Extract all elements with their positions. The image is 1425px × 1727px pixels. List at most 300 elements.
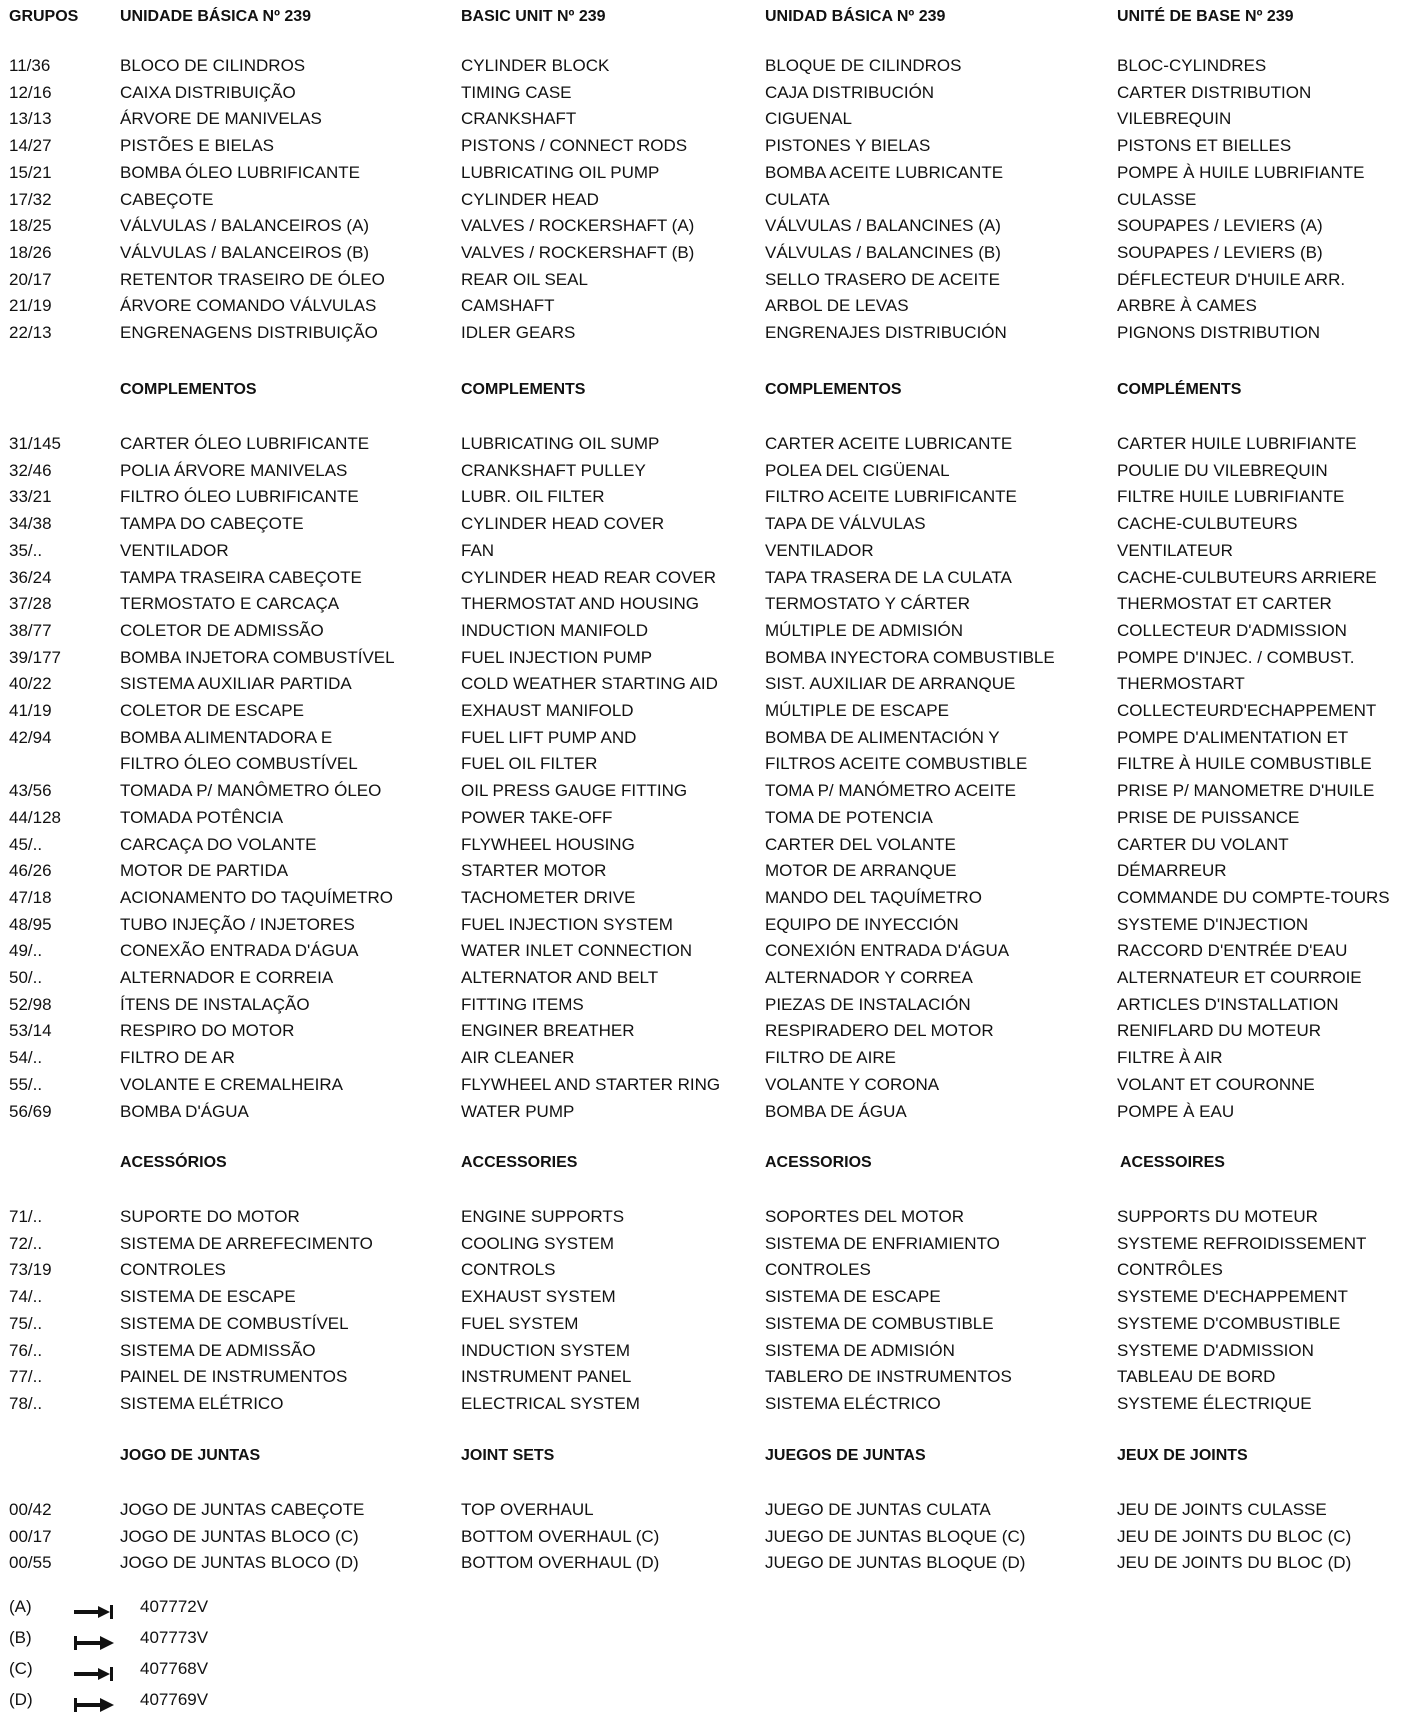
part-name-en: FUEL OIL FILTER — [461, 754, 598, 774]
part-name-es: PISTONES Y BIELAS — [765, 136, 931, 156]
legend-item — [0, 1625, 1425, 1651]
table-row — [0, 53, 1425, 79]
part-name-pt: TERMOSTATO E CARCAÇA — [120, 594, 340, 614]
part-name-fr: CARTER DU VOLANT — [1117, 834, 1289, 854]
part-name-en: ENGINE SUPPORTS — [461, 1207, 625, 1226]
table-row — [0, 484, 1425, 510]
part-code: 00/55 — [9, 1553, 52, 1573]
part-name-en: FUEL INJECTION PUMP — [461, 647, 653, 667]
part-name-es: BLOQUE DE CILINDROS — [765, 56, 962, 75]
part-name-fr: THERMOSTAT ET CARTER — [1117, 594, 1332, 614]
part-name-fr: JEU DE JOINTS CULASSE — [1117, 1500, 1327, 1519]
part-name-es: BOMBA ACEITE LUBRICANTE — [765, 162, 1004, 182]
part-name-pt: FILTRO ÓLEO COMBUSTÍVEL — [120, 754, 358, 774]
table-row — [0, 106, 1425, 132]
table-row — [0, 591, 1425, 617]
part-name-es: JUEGO DE JUNTAS BLOQUE (C) — [765, 1526, 1026, 1546]
part-name-en: POWER TAKE-OFF — [461, 807, 613, 827]
part-code: 12/16 — [9, 82, 52, 102]
part-code: 47/18 — [9, 887, 52, 907]
part-code: 11/36 — [9, 56, 51, 75]
table-row — [0, 805, 1425, 831]
part-name-es: PIEZAS DE INSTALACIÓN — [765, 994, 971, 1014]
table-row — [0, 645, 1425, 671]
complements-header — [0, 377, 1425, 403]
part-code: 46/26 — [9, 861, 52, 881]
part-code: 56/69 — [9, 1101, 52, 1121]
part-name-es: MÚLTIPLE DE ADMISIÓN — [765, 620, 964, 640]
part-name-pt: RESPIRO DO MOTOR — [120, 1021, 295, 1041]
table-row — [0, 187, 1425, 213]
part-code: 39/177 — [9, 647, 61, 667]
part-name-fr: COMMANDE DU COMPTE-TOURS — [1117, 887, 1390, 907]
part-code: 13/13 — [9, 109, 52, 129]
part-name-en: BOTTOM OVERHAUL (D) — [461, 1553, 660, 1573]
accessories-header-pt: ACESSÓRIOS — [120, 1154, 227, 1171]
part-code: 55/.. — [9, 1074, 43, 1094]
part-name-pt: ENGRENAGENS DISTRIBUIÇÃO — [120, 323, 378, 342]
part-code: 52/98 — [9, 994, 52, 1014]
accessories-header-es: ACESSORIOS — [765, 1154, 872, 1171]
table-row — [0, 1364, 1425, 1390]
part-name-pt: JOGO DE JUNTAS BLOCO (C) — [120, 1526, 359, 1546]
part-name-pt: SISTEMA ELÉTRICO — [120, 1393, 284, 1413]
part-name-pt: CABEÇOTE — [120, 189, 214, 209]
table-row — [0, 1072, 1425, 1098]
part-name-pt: CAIXA DISTRIBUIÇÃO — [120, 82, 296, 102]
part-name-fr: COLLECTEURD'ECHAPPEMENT — [1117, 701, 1377, 720]
part-name-fr: PRISE DE PUISSANCE — [1117, 807, 1300, 827]
part-code: 40/22 — [9, 674, 52, 694]
part-name-es: POLEA DEL CIGÜENAL — [765, 460, 950, 480]
table-row — [0, 240, 1425, 266]
accessories-header-fr: ACESSOIRES — [1120, 1154, 1225, 1171]
part-name-pt: ÍTENS DE INSTALAÇÃO — [120, 994, 310, 1014]
part-name-pt: JOGO DE JUNTAS BLOCO (D) — [120, 1553, 359, 1573]
part-name-fr: SOUPAPES / LEVIERS (B) — [1117, 242, 1323, 262]
part-name-pt: TAMPA TRASEIRA CABEÇOTE — [120, 567, 362, 587]
part-code: 35/.. — [9, 540, 43, 560]
part-name-en: WATER INLET CONNECTION — [461, 941, 693, 961]
part-name-pt: VÁLVULAS / BALANCEIROS (B) — [120, 242, 370, 262]
part-name-fr: ALTERNATEUR ET COURROIE — [1117, 968, 1362, 987]
part-name-pt: BOMBA D'ÁGUA — [120, 1101, 249, 1121]
joint-sets-header-fr: JEUX DE JOINTS — [1117, 1447, 1248, 1464]
part-name-es: CONTROLES — [765, 1260, 871, 1280]
part-name-en: EXHAUST SYSTEM — [461, 1287, 616, 1307]
complements-header-fr: COMPLÉMENTS — [1117, 381, 1242, 398]
part-name-fr: SYSTEME D'COMBUSTIBLE — [1117, 1313, 1341, 1333]
part-name-es: VOLANTE Y CORONA — [765, 1074, 940, 1094]
bar-to-arrow-icon — [72, 1632, 116, 1646]
part-name-es: CIGUENAL — [765, 109, 852, 129]
part-name-fr: SOUPAPES / LEVIERS (A) — [1117, 216, 1323, 236]
part-code: 76/.. — [9, 1340, 43, 1360]
part-name-en: INDUCTION SYSTEM — [461, 1340, 631, 1360]
part-name-en: CYLINDER HEAD COVER — [461, 514, 665, 534]
table-row — [0, 1099, 1425, 1125]
part-name-fr: DÉMARREUR — [1117, 861, 1227, 881]
part-name-pt: COLETOR DE ESCAPE — [120, 701, 304, 720]
part-name-es: ENGRENAJES DISTRIBUCIÓN — [765, 323, 1007, 342]
table-row — [0, 1550, 1425, 1576]
complements-header-en: COMPLEMENTS — [461, 381, 586, 398]
part-name-es: BOMBA DE ALIMENTACIÓN Y — [765, 727, 1000, 747]
part-code: 72/.. — [9, 1233, 43, 1253]
part-name-en: REAR OIL SEAL — [461, 269, 588, 289]
part-code: 14/27 — [9, 136, 52, 156]
table-row — [0, 565, 1425, 591]
part-name-en: TIMING CASE — [461, 82, 572, 102]
table-row — [0, 858, 1425, 884]
part-name-en: CRANKSHAFT PULLEY — [461, 460, 646, 480]
table-row — [0, 538, 1425, 564]
part-name-pt: BOMBA INJETORA COMBUSTÍVEL — [120, 647, 395, 667]
part-name-es: EQUIPO DE INYECCIÓN — [765, 914, 959, 934]
table-row — [0, 431, 1425, 457]
part-name-es: JUEGO DE JUNTAS BLOQUE (D) — [765, 1553, 1026, 1573]
part-code: 18/26 — [9, 242, 52, 262]
legend-item — [0, 1656, 1425, 1682]
part-code: 31/145 — [9, 434, 61, 453]
part-name-en: COLD WEATHER STARTING AID — [461, 674, 718, 694]
part-code: 54/.. — [9, 1048, 43, 1068]
table-row — [0, 1045, 1425, 1071]
part-name-pt: ACIONAMENTO DO TAQUÍMETRO — [120, 887, 393, 907]
part-name-es: TOMA P/ MANÓMETRO ACEITE — [765, 781, 1016, 801]
table-row — [0, 912, 1425, 938]
part-name-fr: PRISE P/ MANOMETRE D'HUILE — [1117, 781, 1375, 801]
part-name-fr: SYSTEME REFROIDISSEMENT — [1117, 1233, 1367, 1253]
part-name-es: SISTEMA DE ENFRIAMIENTO — [765, 1233, 1000, 1253]
part-code: 73/19 — [9, 1260, 52, 1280]
part-name-pt: TOMADA POTÊNCIA — [120, 807, 284, 827]
part-name-en: CRANKSHAFT — [461, 109, 577, 129]
part-name-es: VENTILADOR — [765, 540, 874, 560]
part-name-es: SISTEMA DE COMBUSTIBLE — [765, 1313, 994, 1333]
part-name-es: TAPA TRASERA DE LA CULATA — [765, 567, 1012, 587]
part-name-fr: CACHE-CULBUTEURS — [1117, 514, 1298, 534]
part-name-pt: ALTERNADOR E CORREIA — [120, 968, 334, 987]
legend-part-number: 407773V — [140, 1628, 209, 1647]
part-name-fr: FILTRE À HUILE COMBUSTIBLE — [1117, 754, 1372, 774]
part-name-fr: VILEBREQUIN — [1117, 109, 1232, 129]
part-name-es: FILTROS ACEITE COMBUSTIBLE — [765, 754, 1028, 774]
part-name-pt: VOLANTE E CREMALHEIRA — [120, 1074, 343, 1094]
part-code: 75/.. — [9, 1313, 43, 1333]
part-name-es: CARTER DEL VOLANTE — [765, 834, 956, 854]
part-code: 74/.. — [9, 1287, 43, 1307]
part-name-es: CAJA DISTRIBUCIÓN — [765, 82, 935, 102]
joint-sets-header-es: JUEGOS DE JUNTAS — [765, 1447, 926, 1464]
table-row — [0, 213, 1425, 239]
part-name-en: PISTONS / CONNECT RODS — [461, 136, 688, 156]
legend-label: (A) — [9, 1597, 32, 1616]
part-name-en: IDLER GEARS — [461, 323, 576, 342]
table-header — [0, 4, 1425, 30]
part-code: 15/21 — [9, 162, 52, 182]
part-name-es: JUEGO DE JUNTAS CULATA — [765, 1500, 991, 1519]
part-name-es: ARBOL DE LEVAS — [765, 296, 909, 316]
part-name-fr: PISTONS ET BIELLES — [1117, 136, 1292, 156]
part-code: 21/19 — [9, 296, 52, 316]
part-name-pt: SISTEMA AUXILIAR PARTIDA — [120, 674, 352, 694]
table-row — [0, 618, 1425, 644]
part-name-es: TOMA DE POTENCIA — [765, 807, 933, 827]
part-name-es: BOMBA INYECTORA COMBUSTIBLE — [765, 647, 1055, 667]
part-name-fr: RENIFLARD DU MOTEUR — [1117, 1021, 1322, 1041]
part-name-pt: PISTÕES E BIELAS — [120, 136, 275, 156]
legend-item — [0, 1594, 1425, 1620]
part-name-fr: CONTRÔLES — [1117, 1260, 1223, 1280]
part-code: 36/24 — [9, 567, 52, 587]
part-code: 53/14 — [9, 1021, 52, 1041]
part-code: 38/77 — [9, 620, 52, 640]
header-groups: GRUPOS — [9, 8, 79, 25]
part-name-en: COOLING SYSTEM — [461, 1233, 615, 1253]
legend-label: (B) — [9, 1628, 32, 1647]
header-portuguese: UNIDADE BÁSICA Nº 239 — [120, 8, 312, 25]
table-row — [0, 1391, 1425, 1417]
part-code: 49/.. — [9, 941, 43, 961]
part-name-en: TOP OVERHAUL — [461, 1500, 594, 1519]
part-name-pt: SISTEMA DE ADMISSÃO — [120, 1340, 316, 1360]
part-code: 41/19 — [9, 701, 52, 720]
part-name-pt: TOMADA P/ MANÔMETRO ÓLEO — [120, 781, 382, 801]
part-name-es: FILTRO ACEITE LUBRIFICANTE — [765, 487, 1017, 507]
table-row — [0, 778, 1425, 804]
part-name-en: LUBRICATING OIL SUMP — [461, 434, 660, 453]
part-name-en: FAN — [461, 540, 495, 560]
table-row — [0, 1018, 1425, 1044]
part-code: 43/56 — [9, 781, 52, 801]
part-name-fr: THERMOSTART — [1117, 674, 1245, 694]
part-name-fr: JEU DE JOINTS DU BLOC (D) — [1117, 1553, 1352, 1573]
part-name-en: EXHAUST MANIFOLD — [461, 701, 634, 720]
part-name-en: WATER PUMP — [461, 1101, 575, 1121]
table-row — [0, 1497, 1425, 1523]
table-row — [0, 725, 1425, 751]
legend-label: (C) — [9, 1659, 33, 1678]
part-name-pt: PAINEL DE INSTRUMENTOS — [120, 1367, 348, 1387]
table-row — [0, 458, 1425, 484]
table-row — [0, 267, 1425, 293]
part-name-es: RESPIRADERO DEL MOTOR — [765, 1021, 994, 1041]
part-name-fr: VENTILATEUR — [1117, 540, 1233, 560]
joint-sets-header-en: JOINT SETS — [461, 1447, 555, 1464]
part-name-en: STARTER MOTOR — [461, 861, 607, 881]
part-code: 45/.. — [9, 834, 43, 854]
legend-item — [0, 1687, 1425, 1713]
bar-to-arrow-icon — [72, 1694, 116, 1708]
part-name-es: CULATA — [765, 189, 830, 209]
part-code: 17/32 — [9, 189, 52, 209]
part-name-fr: PIGNONS DISTRIBUTION — [1117, 323, 1321, 342]
part-name-fr: FILTRE HUILE LUBRIFIANTE — [1117, 487, 1345, 507]
part-name-es: VÁLVULAS / BALANCINES (B) — [765, 242, 1001, 262]
part-name-fr: ARTICLES D'INSTALLATION — [1117, 994, 1339, 1014]
part-name-fr: SYSTEME D'ECHAPPEMENT — [1117, 1287, 1348, 1307]
part-name-es: MÚLTIPLE DE ESCAPE — [765, 701, 949, 720]
part-name-en: FUEL INJECTION SYSTEM — [461, 914, 673, 934]
part-name-pt: SISTEMA DE COMBUSTÍVEL — [120, 1313, 349, 1333]
part-name-fr: FILTRE À AIR — [1117, 1048, 1223, 1068]
table-row — [0, 671, 1425, 697]
part-name-en: THERMOSTAT AND HOUSING — [461, 594, 700, 614]
part-name-es: VÁLVULAS / BALANCINES (A) — [765, 216, 1001, 236]
part-name-pt: FILTRO ÓLEO LUBRIFICANTE — [120, 487, 359, 507]
part-name-es: TABLERO DE INSTRUMENTOS — [765, 1367, 1012, 1387]
part-name-pt: SISTEMA DE ARREFECIMENTO — [120, 1233, 373, 1253]
part-name-pt: FILTRO DE AR — [120, 1048, 235, 1068]
part-name-pt: SISTEMA DE ESCAPE — [120, 1287, 296, 1307]
part-name-en: ALTERNATOR AND BELT — [461, 968, 659, 987]
part-name-pt: TUBO INJEÇÃO / INJETORES — [120, 914, 355, 934]
part-code: 33/21 — [9, 487, 52, 507]
table-row — [0, 965, 1425, 991]
part-name-fr: VOLANT ET COURONNE — [1117, 1074, 1315, 1094]
part-name-fr: SYSTEME ÉLECTRIQUE — [1117, 1393, 1312, 1413]
part-name-pt: CONEXÃO ENTRADA D'ÁGUA — [120, 941, 359, 961]
table-row — [0, 698, 1425, 724]
part-name-pt: CARTER ÓLEO LUBRIFICANTE — [120, 434, 370, 453]
table-row — [0, 751, 1425, 777]
part-code: 18/25 — [9, 216, 52, 236]
part-name-es: CARTER ACEITE LUBRICANTE — [765, 434, 1013, 453]
part-code: 42/94 — [9, 727, 52, 747]
part-name-fr: RACCORD D'ENTRÉE D'EAU — [1117, 941, 1348, 961]
table-row — [0, 133, 1425, 159]
part-name-en: FLYWHEEL AND STARTER RING — [461, 1074, 721, 1094]
part-name-en: FUEL SYSTEM — [461, 1313, 579, 1333]
table-row — [0, 832, 1425, 858]
part-name-fr: CACHE-CULBUTEURS ARRIERE — [1117, 567, 1377, 587]
part-name-fr: POMPE À HUILE LUBRIFIANTE — [1117, 162, 1365, 182]
table-row — [0, 1231, 1425, 1257]
part-name-fr: JEU DE JOINTS DU BLOC (C) — [1117, 1526, 1352, 1546]
table-row — [0, 1204, 1425, 1230]
part-name-pt: JOGO DE JUNTAS CABEÇOTE — [120, 1500, 365, 1519]
complements-header-es: COMPLEMENTOS — [765, 381, 902, 398]
part-name-es: BOMBA DE ÁGUA — [765, 1101, 907, 1121]
table-row — [0, 885, 1425, 911]
part-name-es: CONEXIÓN ENTRADA D'ÁGUA — [765, 941, 1010, 961]
table-row — [0, 1524, 1425, 1550]
part-name-en: ENGINER BREATHER — [461, 1021, 635, 1041]
part-name-es: MANDO DEL TAQUÍMETRO — [765, 887, 982, 907]
part-name-en: VALVES / ROCKERSHAFT (B) — [461, 242, 695, 262]
part-name-fr: SYSTEME D'INJECTION — [1117, 914, 1309, 934]
accessories-header — [0, 1150, 1425, 1176]
part-name-fr: TABLEAU DE BORD — [1117, 1367, 1276, 1387]
header-spanish: UNIDAD BÁSICA Nº 239 — [765, 8, 946, 25]
part-name-en: FITTING ITEMS — [461, 994, 584, 1014]
part-code: 32/46 — [9, 460, 52, 480]
part-name-en: FUEL LIFT PUMP AND — [461, 727, 637, 747]
header-english: BASIC UNIT Nº 239 — [461, 8, 606, 25]
part-name-es: TERMOSTATO Y CÁRTER — [765, 594, 970, 614]
part-code: 48/95 — [9, 914, 52, 934]
part-name-fr: POMPE D'INJEC. / COMBUST. — [1117, 647, 1355, 667]
part-name-es: SISTEMA DE ESCAPE — [765, 1287, 941, 1307]
legend-label: (D) — [9, 1690, 33, 1709]
part-name-es: MOTOR DE ARRANQUE — [765, 861, 957, 881]
part-code: 22/13 — [9, 323, 52, 342]
part-name-en: AIR CLEANER — [461, 1048, 575, 1068]
part-name-pt: BOMBA ALIMENTADORA E — [120, 727, 333, 747]
header-french: UNITÉ DE BASE Nº 239 — [1117, 8, 1294, 25]
part-name-en: CYLINDER HEAD — [461, 189, 599, 209]
part-name-en: INDUCTION MANIFOLD — [461, 620, 648, 640]
part-name-en: ELECTRICAL SYSTEM — [461, 1393, 640, 1413]
legend-part-number: 407769V — [140, 1690, 209, 1709]
part-name-pt: SUPORTE DO MOTOR — [120, 1207, 300, 1226]
table-row — [0, 511, 1425, 537]
part-name-fr: ARBRE À CAMES — [1117, 296, 1257, 316]
table-row — [0, 80, 1425, 106]
part-name-pt: CONTROLES — [120, 1260, 226, 1280]
complements-header-pt: COMPLEMENTOS — [120, 381, 257, 398]
part-name-fr: COLLECTEUR D'ADMISSION — [1117, 620, 1347, 640]
table-row — [0, 992, 1425, 1018]
part-name-es: SIST. AUXILIAR DE ARRANQUE — [765, 674, 1016, 694]
part-code: 78/.. — [9, 1393, 43, 1413]
part-name-es: SOPORTES DEL MOTOR — [765, 1207, 965, 1226]
table-row — [0, 1257, 1425, 1283]
part-name-es: SISTEMA DE ADMISIÓN — [765, 1340, 955, 1360]
part-name-es: TAPA DE VÁLVULAS — [765, 514, 926, 534]
part-code: 00/42 — [9, 1500, 52, 1519]
part-name-pt: BOMBA ÓLEO LUBRIFICANTE — [120, 162, 360, 182]
part-name-fr: POMPE D'ALIMENTATION ET — [1117, 727, 1349, 747]
table-row — [0, 320, 1425, 346]
part-name-pt: VÁLVULAS / BALANCEIROS (A) — [120, 216, 370, 236]
part-code: 00/17 — [9, 1526, 52, 1546]
part-name-fr: BLOC-CYLINDRES — [1117, 56, 1267, 75]
part-code: 77/.. — [9, 1367, 43, 1387]
part-name-es: SISTEMA ELÉCTRICO — [765, 1393, 941, 1413]
joint-sets-header — [0, 1443, 1425, 1469]
table-row — [0, 1284, 1425, 1310]
part-name-es: FILTRO DE AIRE — [765, 1048, 896, 1068]
part-code: 44/128 — [9, 807, 61, 827]
arrow-to-bar-icon — [72, 1601, 116, 1615]
part-name-en: BOTTOM OVERHAUL (C) — [461, 1526, 660, 1546]
table-row — [0, 293, 1425, 319]
part-code: 34/38 — [9, 514, 52, 534]
part-name-pt: CARCAÇA DO VOLANTE — [120, 834, 317, 854]
part-name-pt: POLIA ÁRVORE MANIVELAS — [120, 460, 348, 480]
part-code: 20/17 — [9, 269, 52, 289]
part-name-pt: BLOCO DE CILINDROS — [120, 56, 306, 75]
part-name-en: CYLINDER BLOCK — [461, 56, 610, 75]
legend-part-number: 407772V — [140, 1597, 209, 1616]
table-row — [0, 160, 1425, 186]
part-name-pt: ÁRVORE DE MANIVELAS — [120, 109, 322, 129]
part-name-en: TACHOMETER DRIVE — [461, 887, 636, 907]
part-name-pt: RETENTOR TRASEIRO DE ÓLEO — [120, 269, 385, 289]
part-code: 37/28 — [9, 594, 52, 614]
part-name-pt: VENTILADOR — [120, 540, 229, 560]
part-name-pt: TAMPA DO CABEÇOTE — [120, 514, 304, 534]
part-name-en: CAMSHAFT — [461, 296, 555, 316]
part-name-en: LUBRICATING OIL PUMP — [461, 162, 660, 182]
part-code: 50/.. — [9, 968, 43, 987]
accessories-header-en: ACCESSORIES — [461, 1154, 578, 1171]
joint-sets-header-pt: JOGO DE JUNTAS — [120, 1447, 261, 1464]
part-name-pt: COLETOR DE ADMISSÃO — [120, 620, 324, 640]
table-row — [0, 938, 1425, 964]
